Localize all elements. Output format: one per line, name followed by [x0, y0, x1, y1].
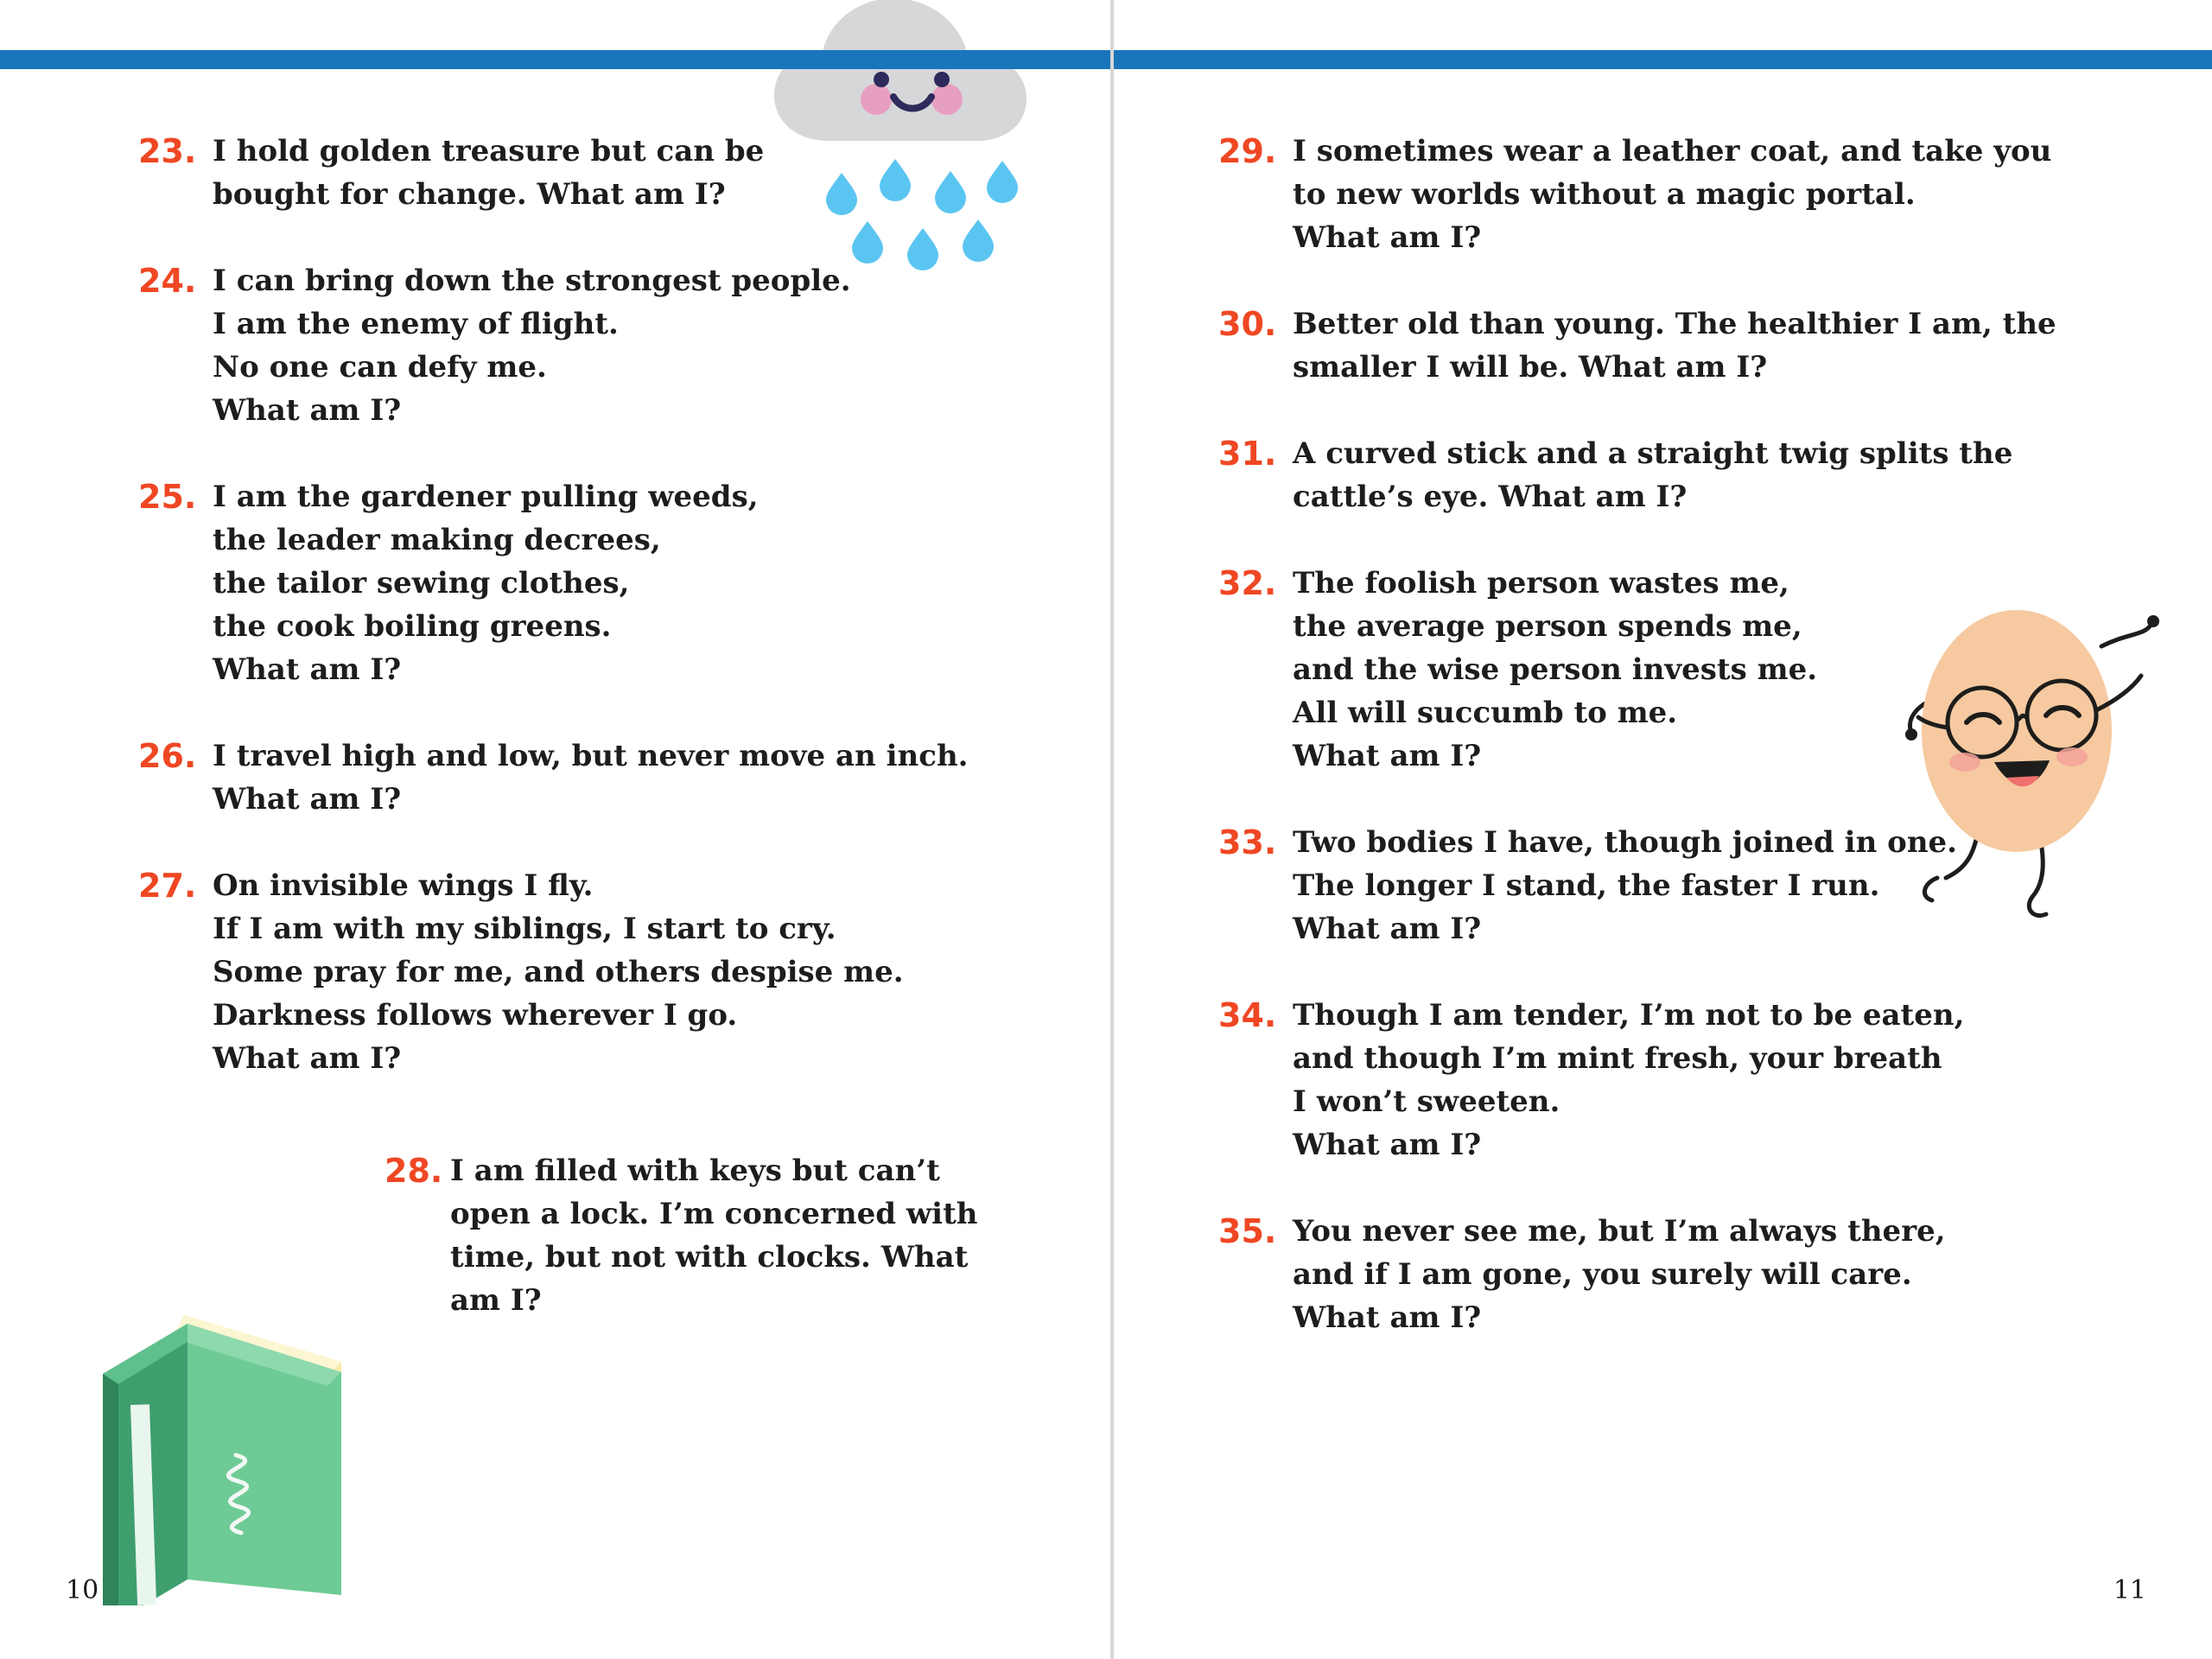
riddle-item [130, 734, 1011, 821]
riddle-line: You never see me, but I’m always there, [1293, 1214, 1946, 1249]
riddle-item [1210, 432, 2082, 518]
riddle-line: and the wise person invests me. [1293, 652, 1818, 687]
riddle-number: 32. [1218, 564, 1277, 602]
riddle-line: Darkness follows wherever I go. [213, 998, 738, 1033]
riddle-number: 34. [1218, 996, 1277, 1034]
riddle-line: What am I? [1293, 1300, 1482, 1335]
riddle-line: What am I? [1293, 912, 1482, 946]
riddle-item [130, 259, 1011, 432]
riddle-item [130, 475, 1011, 691]
riddle-line: On invisible wings I fly. [213, 868, 594, 903]
riddle-line: The foolish person wastes me, [1293, 566, 1789, 601]
riddle-line: A curved stick and a straight twig splits the [1293, 436, 2013, 471]
riddle-line: and if I am gone, you surely will care. [1293, 1257, 1912, 1292]
riddle-text [1293, 432, 2082, 518]
riddle-line: open a lock. I’m concerned with [450, 1197, 978, 1231]
riddle-number: 30. [1218, 305, 1277, 343]
riddle-line: I can bring down the strongest people. [213, 264, 851, 298]
riddle-number: 29. [1218, 132, 1277, 170]
riddle-line: time, but not with clocks. What [450, 1240, 969, 1274]
riddle-text [213, 259, 1011, 432]
riddle-line: What am I? [213, 782, 402, 817]
riddle-number: 28. [385, 1152, 443, 1190]
riddle-line: I sometimes wear a leather coat, and take you [1293, 134, 2052, 168]
riddle-line: cattle’s eye. What am I? [1293, 480, 1688, 514]
page-number: 10 [66, 1575, 99, 1605]
page-gutter [1110, 0, 1114, 1659]
riddle-number: 31. [1218, 435, 1277, 473]
green-book-illustration [82, 1294, 367, 1605]
riddle-line: I hold golden treasure but can be [213, 134, 765, 168]
right-page [1106, 0, 2212, 1659]
riddle-number: 27. [138, 867, 197, 905]
riddle-item [376, 1149, 1011, 1322]
riddle-item [1210, 130, 2082, 259]
riddle-line: bought for change. What am I? [213, 177, 726, 212]
page-number: 11 [2113, 1575, 2146, 1605]
riddle-list-right [1210, 130, 2082, 1339]
riddle-number: 35. [1218, 1212, 1277, 1250]
riddle-item [1210, 562, 2082, 778]
riddle-line: smaller I will be. What am I? [1293, 350, 1768, 385]
riddle-item [130, 864, 1011, 1080]
riddle-line: I am filled with keys but can’t [450, 1154, 940, 1188]
riddle-line: Though I am tender, I’m not to be eaten, [1293, 998, 1965, 1033]
riddle-line: I am the gardener pulling weeds, [213, 480, 759, 514]
riddle-item [1210, 1210, 2082, 1339]
riddle-text [213, 864, 1011, 1080]
riddle-line: and though I’m mint fresh, your breath [1293, 1041, 1942, 1076]
riddle-item [130, 130, 1011, 216]
riddle-line: I travel high and low, but never move an inch. [213, 739, 969, 773]
riddle-line: No one can defy me. [213, 350, 547, 385]
riddle-line: the cook boiling greens. [213, 609, 612, 644]
riddle-line: What am I? [213, 393, 402, 428]
riddle-line: am I? [450, 1283, 542, 1318]
riddle-line: Some pray for me, and others despise me. [213, 955, 904, 989]
riddle-line: Better old than young. The healthier I am, the [1293, 307, 2056, 341]
riddle-number: 33. [1218, 823, 1277, 861]
riddle-text [450, 1149, 1011, 1322]
riddle-text [213, 130, 1011, 216]
riddle-line: the leader making decrees, [213, 523, 661, 557]
riddle-text [1293, 821, 2082, 950]
riddle-item [1210, 821, 2082, 950]
riddle-text [1293, 130, 2082, 259]
riddle-line: If I am with my siblings, I start to cry. [213, 912, 836, 946]
riddle-line: to new worlds without a magic portal. [1293, 177, 1916, 212]
header-rule [0, 50, 2212, 69]
riddle-item [1210, 302, 2082, 389]
riddle-number: 26. [138, 737, 197, 775]
riddle-line: I won’t sweeten. [1293, 1084, 1560, 1119]
riddle-line: What am I? [1293, 220, 1482, 255]
riddle-line: What am I? [1293, 739, 1482, 773]
riddle-number: 23. [138, 132, 197, 170]
riddle-text [1293, 302, 2082, 389]
riddle-line: the average person spends me, [1293, 609, 1802, 644]
riddle-text [213, 734, 1011, 821]
riddle-text [1293, 562, 2082, 778]
riddle-text [213, 475, 1011, 691]
riddle-line: All will succumb to me. [1293, 696, 1678, 730]
riddle-number: 24. [138, 262, 197, 300]
riddle-list-left [130, 130, 1011, 1322]
riddle-line: What am I? [213, 652, 402, 687]
riddle-text [1293, 994, 2082, 1166]
riddle-line: The longer I stand, the faster I run. [1293, 868, 1880, 903]
riddle-line: I am the enemy of flight. [213, 307, 619, 341]
riddle-number: 25. [138, 478, 197, 516]
riddle-line: Two bodies I have, though joined in one. [1293, 825, 1958, 860]
riddle-line: What am I? [1293, 1128, 1482, 1162]
riddle-text [1293, 1210, 2082, 1339]
riddle-item [1210, 994, 2082, 1166]
riddle-line: the tailor sewing clothes, [213, 566, 630, 601]
riddle-line: What am I? [213, 1041, 402, 1076]
